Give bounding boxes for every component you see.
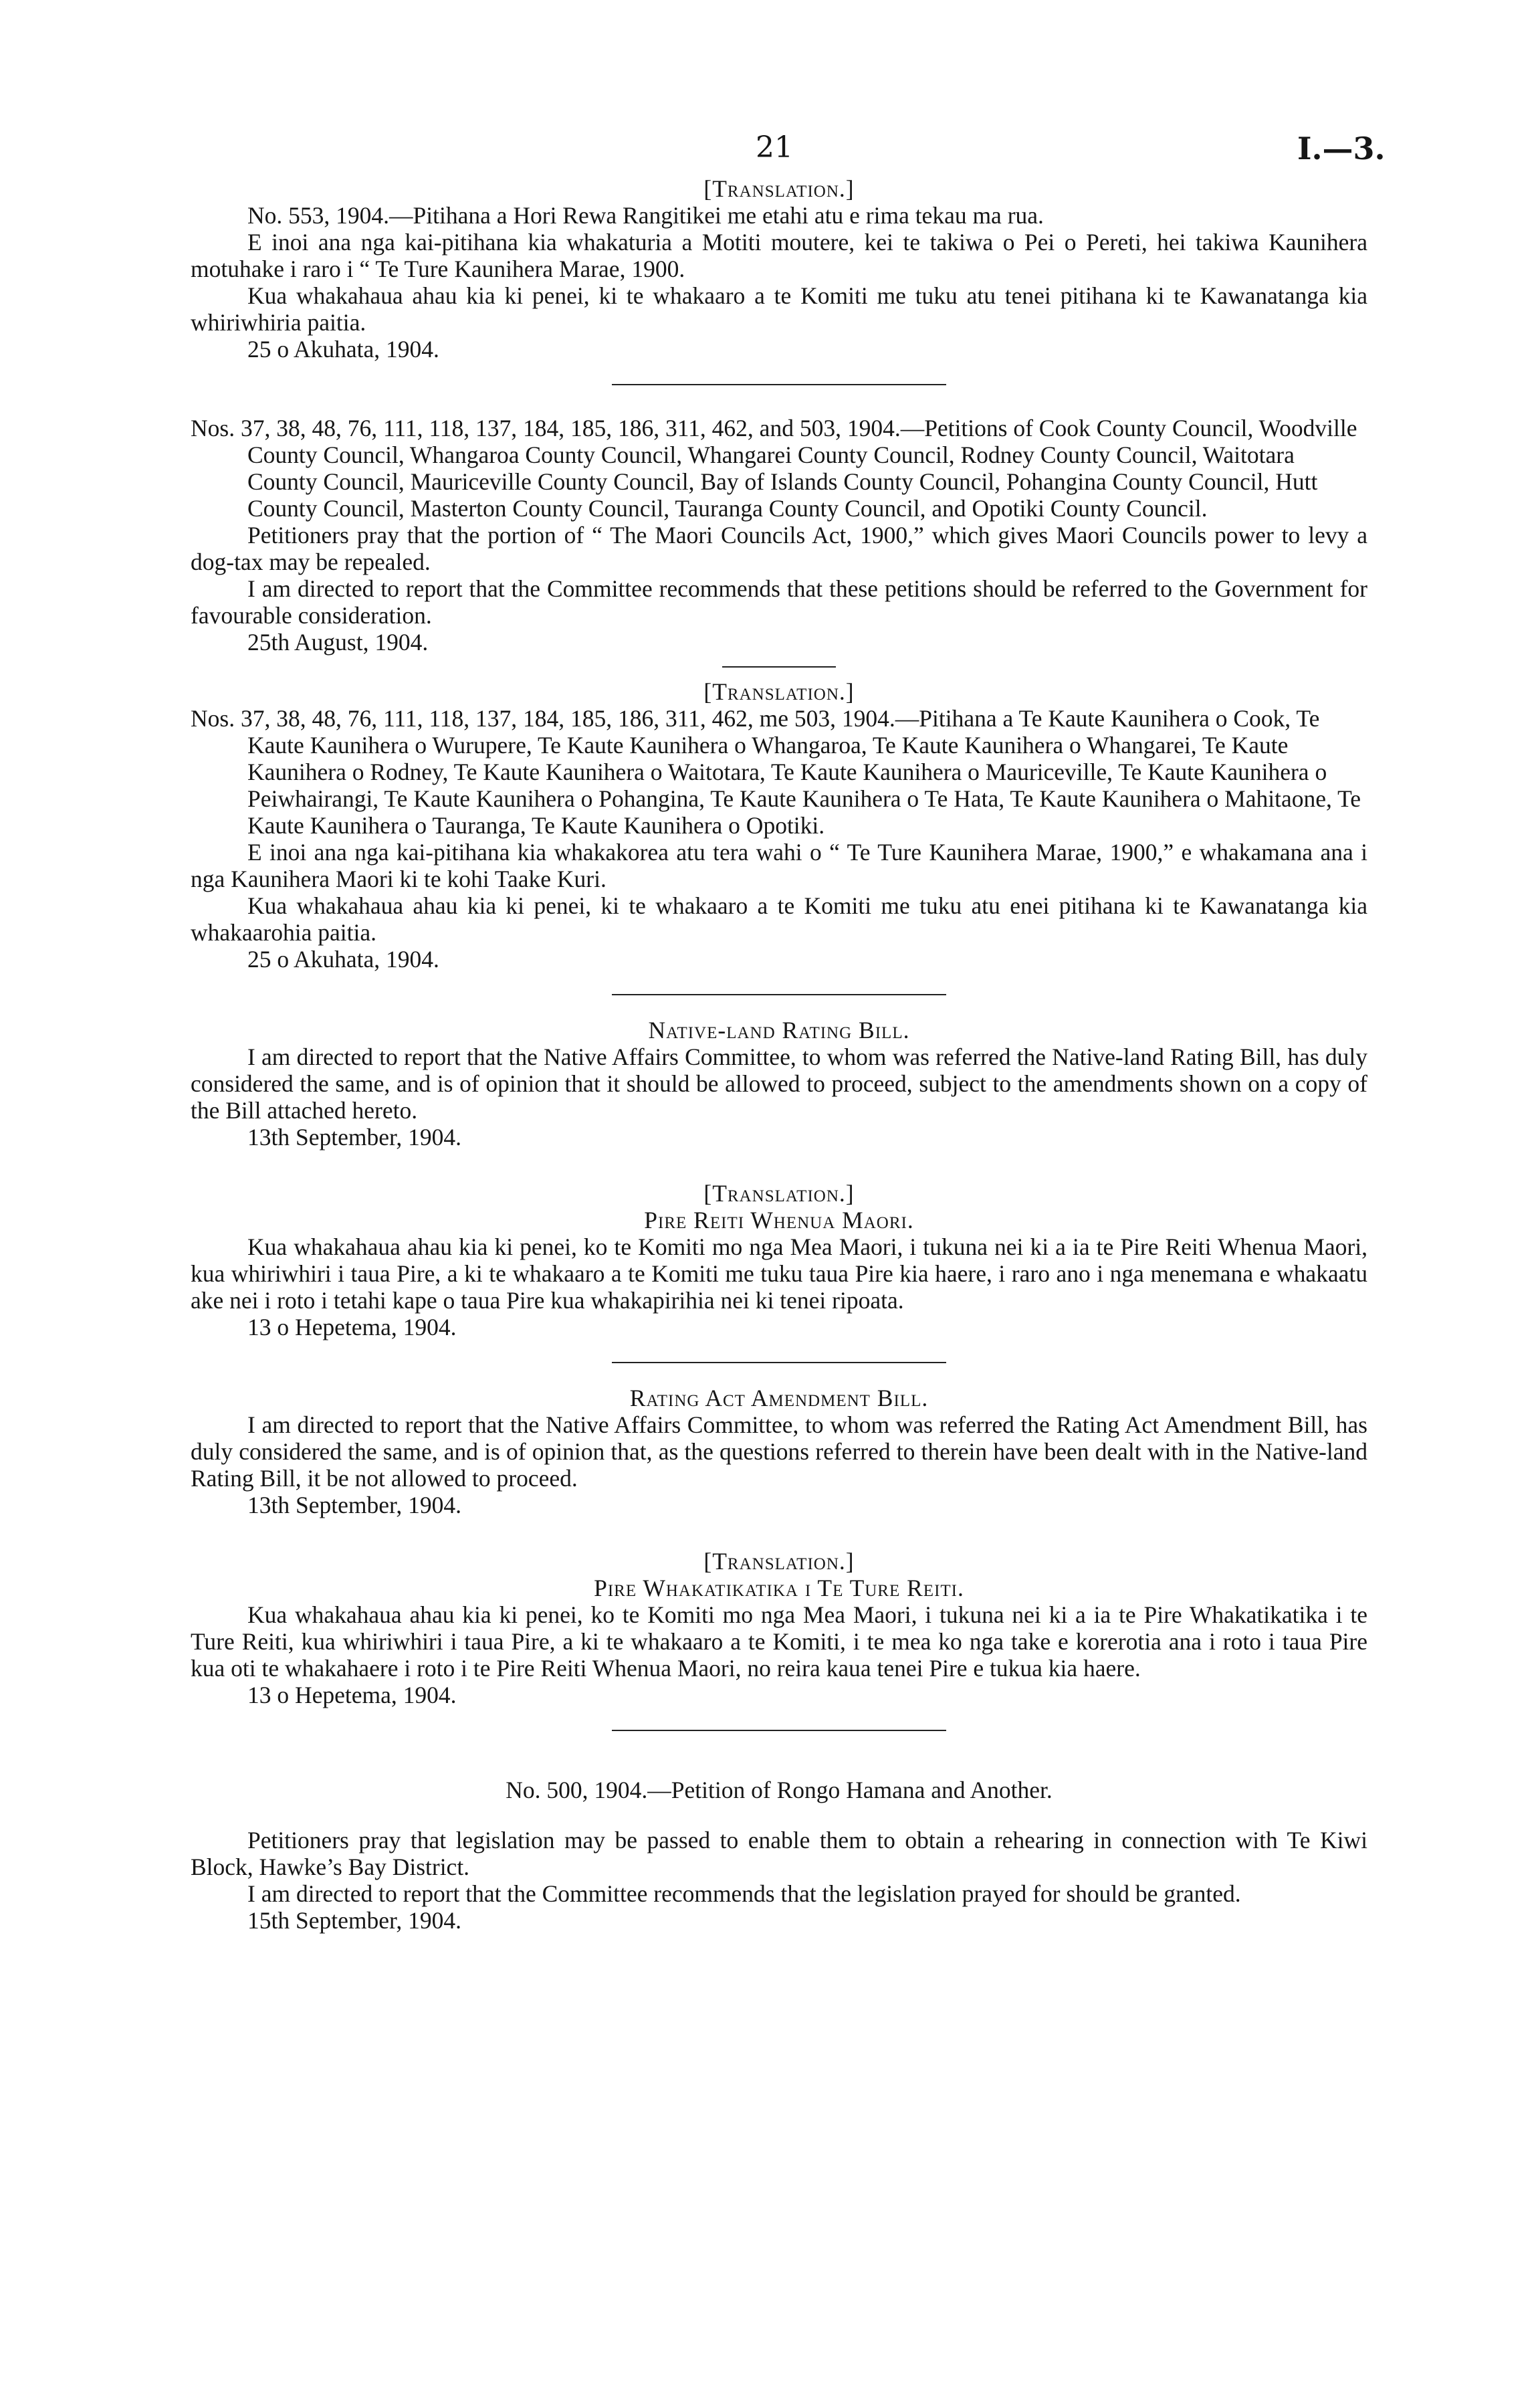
report-date: 25th August, 1904.	[247, 629, 429, 656]
translation-heading: [Translation.]	[703, 678, 855, 705]
report-date: 13 o Hepetema, 1904.	[247, 1682, 457, 1708]
bill-title: Native-land Rating Bill.	[648, 1017, 910, 1043]
report-paragraph: Kua whakahaua ahau kia ki penei, ki te whakaaro a te Komiti me tuku atu enei pitihana ki te Kawanatanga kia whakaarohia paitia.	[191, 892, 1367, 946]
section-petition-553-translation	[191, 175, 1367, 363]
petition-paragraph: E inoi ana nga kai-pitihana kia whakakorea atu tera wahi o “ Te Ture Kaunihera Marae, 1900,” e whakamana ana i nga Kaunihera Maori ki te kohi Taake Kuri.	[191, 839, 1367, 892]
report-paragraph: Kua whakahaua ahau kia ki penei, ki te whakaaro a te Komiti me tuku atu tenei pitihana ki te Kawanatanga kia whiriwhiria paitia.	[191, 282, 1367, 336]
section-county-councils-translation	[191, 678, 1367, 973]
report-paragraph: I am directed to report that the Native Affairs Committee, to whom was referred the Rating Act Amendment Bill, has duly considered the same, and is of opinion that, as the questions referred to therein have been dealt with in the Native-land Rating Bill, it be not allowed to proceed.	[191, 1411, 1367, 1492]
petition-title: Nos. 37, 38, 48, 76, 111, 118, 137, 184, 185, 186, 311, 462, and 503, 1904.—Petitions of Cook County Council, Woodville County Council, Whangaroa County Council, Whangarei County Council, Rodney County Council, Waitotara County Council, Mauriceville County Council, Bay of Islands County Council, Pohangina County Council, Hutt County Council, Masterton County Council, Tauranga County Council, and Opotiki County Council.	[191, 415, 1357, 522]
report-date: 13 o Hepetema, 1904.	[247, 1314, 457, 1340]
page-number: 21	[756, 130, 793, 165]
report-paragraph: Kua whakahaua ahau kia ki penei, ko te Komiti mo nga Mea Maori, i tukuna nei ki a ia te Pire Whakatikatika i te Ture Reiti, kua whiriwhiri i taua Pire, a ki te whakaaro a te Komiti, i te mea ko nga take e korerotia ana i roto i taua Pire kua oti te whakahaere i roto i te Pire Reiti Whenua Maori, no reira kaua tenei Pire e tukua kia haere.	[191, 1601, 1367, 1682]
section-rating-act-amendment-translation	[191, 1548, 1367, 1708]
petition-title: No. 553, 1904.—Pitihana a Hori Rewa Rangitikei me etahi atu e rima tekau ma rua.	[247, 202, 1044, 229]
report-paragraph: I am directed to report that the Committee recommends that the legislation prayed for should be granted.	[247, 1880, 1241, 1907]
bill-title: Pire Whakatikatika i Te Ture Reiti.	[594, 1575, 964, 1601]
petition-title: Nos. 37, 38, 48, 76, 111, 118, 137, 184, 185, 186, 311, 462, me 503, 1904.—Pitihana a Te Kaute Kaunihera o Cook, Te Kaute Kaunihera o Wurupere, Te Kaute Kaunihera o Whangaroa, Te Kaute Kaunihera o Whangarei, Te Kaute Kaunihera o Rodney, Te Kaute Kaunihera o Waitotara, Te Kaute Kaunihera o Mauriceville, Te Kaute Kaunihera o Peiwhairangi, Te Kaute Kaunihera o Pohangina, Te Kaute Kaunihera o Te Hata, Te Kaute Kaunihera o Mahitaone, Te Kaute Kaunihera o Tauranga, Te Kaute Kaunihera o Opotiki.	[191, 705, 1361, 839]
section-native-land-rating-bill	[191, 1017, 1367, 1150]
report-date: 25 o Akuhata, 1904.	[247, 336, 439, 363]
report-date: 15th September, 1904.	[247, 1907, 462, 1934]
translation-heading: [Translation.]	[703, 175, 855, 202]
paper-code: I.—3.	[1297, 130, 1386, 167]
translation-heading: [Translation.]	[703, 1548, 855, 1575]
petition-paragraph: Petitioners pray that the portion of “ The Maori Councils Act, 1900,” which gives Maori Councils power to levy a dog-tax may be repealed.	[191, 522, 1367, 575]
translation-heading: [Translation.]	[703, 1180, 855, 1207]
section-rating-act-amendment-bill	[191, 1385, 1367, 1518]
report-paragraph: I am directed to report that the Committee recommends that these petitions should be referred to the Government for favourable consideration.	[191, 575, 1367, 629]
document-body	[191, 175, 1367, 1934]
report-date: 25 o Akuhata, 1904.	[247, 946, 439, 973]
petition-paragraph: Petitioners pray that legislation may be passed to enable them to obtain a rehearing in connection with Te Kiwi Block, Hawke’s Bay District.	[191, 1827, 1367, 1880]
report-paragraph: Kua whakahaua ahau kia ki penei, ko te Komiti mo nga Mea Maori, i tukuna nei ki a ia te Pire Reiti Whenua Maori, kua whiriwhiri i taua Pire, a ki te whakaaro a te Komiti me tuku taua Pire kia haere, i raro ano i nga menemana e whakaatu ake nei i roto i tetahi kape o taua Pire kua whakapirihia nei ki tenei ripoata.	[191, 1233, 1367, 1314]
report-date: 13th September, 1904.	[247, 1124, 462, 1150]
petition-title: No. 500, 1904.—Petition of Rongo Hamana and Another.	[506, 1776, 1053, 1803]
report-paragraph: I am directed to report that the Native Affairs Committee, to whom was referred the Native-land Rating Bill, has duly considered the same, and is of opinion that it should be allowed to proceed, subject to the amendments shown on a copy of the Bill attached hereto.	[191, 1043, 1367, 1124]
report-date: 13th September, 1904.	[247, 1492, 462, 1518]
petition-paragraph: E inoi ana nga kai-pitihana kia whakaturia a Motiti moutere, kei te takiwa o Pei o Pereti, hei takiwa Kaunihera motuhake i raro i “ Te Ture Kaunihera Marae, 1900.	[191, 229, 1367, 282]
section-petition-500	[191, 1777, 1367, 1934]
section-native-land-rating-bill-translation	[191, 1180, 1367, 1340]
section-county-councils-petitions	[191, 415, 1367, 656]
bill-title: Rating Act Amendment Bill.	[629, 1385, 929, 1411]
page-header	[0, 130, 1540, 171]
bill-title: Pire Reiti Whenua Maori.	[644, 1207, 914, 1233]
